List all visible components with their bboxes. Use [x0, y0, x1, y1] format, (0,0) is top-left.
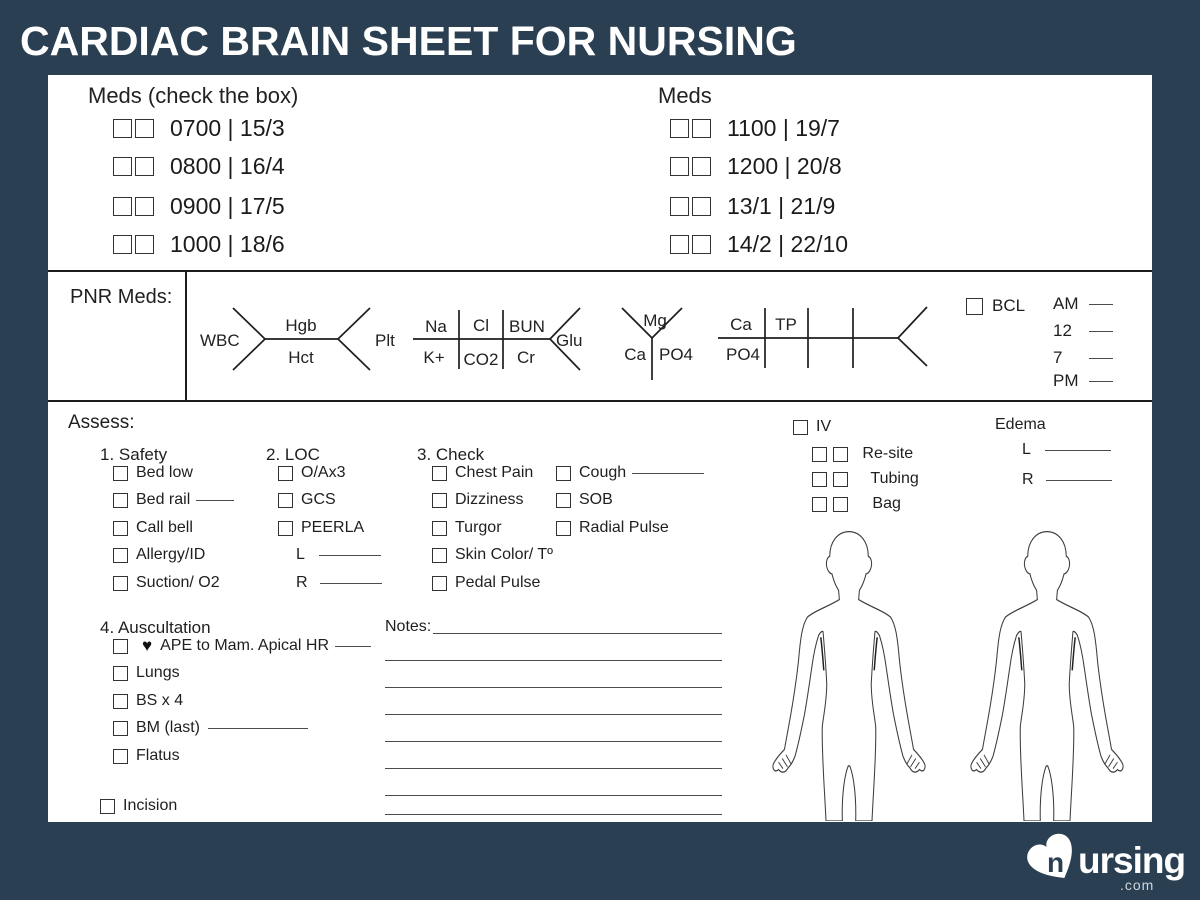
checkbox[interactable] [432, 466, 447, 481]
checklist-item [113, 636, 371, 656]
item-label: Flatus [136, 747, 180, 764]
lab-label: WBC [200, 331, 240, 350]
checkbox[interactable] [432, 576, 447, 591]
logo-letter-n: n [1047, 847, 1065, 878]
item-label: Allergy/ID [136, 546, 206, 563]
lab-label: Hct [288, 348, 314, 367]
write-in-line[interactable] [319, 554, 381, 556]
med-row [670, 153, 842, 180]
divider [185, 270, 187, 400]
checklist-item [432, 464, 533, 482]
bcl-time-row [1053, 371, 1113, 391]
page-title: CARDIAC BRAIN SHEET FOR NURSING [20, 18, 797, 64]
item-label: Tubing [870, 470, 919, 487]
lab-label: Na [425, 317, 447, 336]
checklist-item [432, 574, 540, 592]
lab-label: Cr [517, 348, 535, 367]
checklist-item [556, 519, 669, 537]
checklist-item [278, 519, 364, 537]
item-label: Radial Pulse [579, 519, 669, 536]
med-time-label: 0700 | 15/3 [170, 115, 285, 141]
nursing-com-logo [1028, 834, 1193, 894]
med-checkbox[interactable] [670, 157, 689, 176]
item-label: Bed low [136, 464, 193, 481]
checkbox[interactable] [432, 548, 447, 563]
med-row [113, 193, 285, 220]
med-row [670, 231, 848, 258]
checkbox[interactable] [278, 493, 293, 508]
med-time-label: 1200 | 20/8 [727, 153, 842, 179]
lab-label: BUN [509, 317, 545, 336]
bcl-time-row [1053, 321, 1113, 341]
checklist-item [113, 747, 180, 765]
body-outline-front [760, 527, 938, 821]
item-label: Suction/ O2 [136, 574, 220, 591]
med-time-label: 0900 | 17/5 [170, 193, 285, 219]
item-label: L [296, 546, 305, 563]
write-in-line[interactable] [196, 499, 234, 501]
safety-title: 1. Safety [100, 445, 168, 464]
item-label: BS x 4 [136, 692, 184, 709]
item-label: PEERLA [301, 519, 365, 536]
notes-line[interactable] [385, 767, 722, 769]
bcl-row [966, 296, 1025, 316]
iv-sub-row [812, 495, 901, 513]
checkbox[interactable] [833, 472, 848, 487]
checklist-item [278, 491, 336, 509]
edema-label [995, 416, 1046, 434]
checklist-item [113, 664, 180, 682]
lab-label: Glu [556, 331, 583, 350]
bmp-fishbone [410, 300, 595, 380]
write-in-line[interactable] [1089, 380, 1113, 382]
med-checkbox[interactable] [135, 119, 154, 138]
bcl-time-label: PM [1053, 371, 1079, 390]
lab-label: Mg [643, 311, 667, 330]
write-in-line[interactable] [208, 727, 308, 729]
check-title: 3. Check [417, 445, 485, 464]
iv-row [793, 418, 831, 436]
write-in-line[interactable] [1089, 330, 1113, 332]
med-time-label: 13/1 | 21/9 [727, 193, 836, 219]
logo-wordmark: ursing [1078, 840, 1186, 881]
checkbox[interactable] [100, 799, 115, 814]
checkbox[interactable] [833, 447, 848, 462]
med-row [670, 193, 835, 220]
item-label: Turgor [455, 519, 502, 536]
item-label: Incision [123, 797, 178, 814]
item-label: Lungs [136, 664, 180, 681]
med-checkbox[interactable] [113, 157, 132, 176]
item-label: Edema [995, 416, 1046, 433]
checklist-item [113, 519, 193, 537]
item-label: R [1022, 471, 1034, 488]
item-label: Chest Pain [455, 464, 534, 481]
checkbox[interactable] [556, 493, 571, 508]
med-row [113, 115, 285, 142]
checkbox[interactable] [113, 466, 128, 481]
notes-line[interactable] [385, 740, 722, 742]
catp-fishbone [715, 298, 935, 373]
iv-sub-row [812, 445, 913, 463]
med-checkbox[interactable] [135, 197, 154, 216]
lab-label: PO4 [725, 345, 761, 364]
pnr-meds-label: PNR Meds: [70, 286, 173, 308]
med-time-label: 1000 | 18/6 [170, 231, 285, 257]
checkbox[interactable] [113, 666, 128, 681]
med-checkbox[interactable] [692, 235, 711, 254]
checkbox-pair [812, 447, 856, 462]
item-label: Call bell [136, 519, 193, 536]
iv-label: IV [816, 418, 832, 435]
checkbox[interactable] [113, 694, 128, 709]
loc-title: 2. LOC [266, 445, 320, 464]
lab-label: Cl [472, 316, 490, 335]
bcl-time-label: AM [1053, 294, 1079, 313]
iv-sub-row [812, 470, 919, 488]
notes-line[interactable] [385, 813, 722, 815]
write-in-line[interactable] [632, 472, 704, 474]
med-checkbox[interactable] [135, 235, 154, 254]
bcl-time-row [1053, 294, 1113, 314]
notes-line[interactable] [385, 713, 722, 715]
checklist-item [113, 546, 205, 564]
med-checkbox[interactable] [113, 197, 132, 216]
item-label: Skin Color/ Tº [455, 546, 554, 563]
bcl-checkbox[interactable] [966, 298, 983, 315]
item-label: Dizziness [455, 491, 524, 508]
heart-icon: ♥ [142, 636, 153, 655]
checklist-item [113, 464, 193, 482]
write-in-line[interactable] [1089, 357, 1113, 359]
med-time-label: 1100 | 19/7 [727, 115, 840, 141]
checkbox[interactable] [278, 521, 293, 536]
checkbox[interactable] [812, 447, 827, 462]
checkbox[interactable] [432, 521, 447, 536]
item-label: Bed rail [136, 491, 191, 508]
checklist-item [556, 464, 704, 482]
checkbox[interactable] [812, 472, 827, 487]
checkbox[interactable] [113, 721, 128, 736]
bcl-time-label: 12 [1053, 321, 1072, 340]
med-checkbox[interactable] [692, 197, 711, 216]
meds-right-header: Meds [658, 83, 712, 108]
notes-line[interactable] [433, 632, 722, 634]
checkbox[interactable] [833, 497, 848, 512]
item-label: SOB [579, 491, 613, 508]
checkbox-pair [812, 497, 856, 512]
meds-left-header: Meds (check the box) [88, 83, 299, 108]
assess-header: Assess: [68, 412, 135, 433]
item-label: BM (last) [136, 719, 200, 736]
pupil-left-row [296, 546, 381, 564]
med-checkbox[interactable] [113, 119, 132, 138]
item-label: APE to Mam. Apical HR [160, 637, 330, 654]
lab-label: Plt [375, 331, 395, 350]
checklist-item [278, 464, 345, 482]
med-checkbox[interactable] [670, 197, 689, 216]
lab-label: Hgb [285, 316, 317, 335]
item-label: Bag [872, 495, 901, 512]
checkbox[interactable] [432, 493, 447, 508]
checklist-item [432, 491, 523, 509]
checkbox[interactable] [556, 466, 571, 481]
notes-line[interactable] [385, 659, 722, 661]
write-in-line[interactable] [335, 645, 371, 647]
item-label: R [296, 574, 308, 591]
item-label: Re-site [862, 445, 914, 462]
auscultation-title: 4. Auscultation [100, 618, 211, 637]
bcl-time-row [1053, 348, 1113, 368]
notes-line[interactable] [385, 794, 722, 796]
item-label: O/Ax3 [301, 464, 346, 481]
lab-label: TP [775, 315, 797, 334]
item-label: GCS [301, 491, 336, 508]
divider [48, 400, 1152, 402]
checkbox[interactable] [812, 497, 827, 512]
write-in-line[interactable] [320, 582, 382, 584]
edema-left-row [1022, 441, 1111, 459]
checkbox[interactable] [278, 466, 293, 481]
checkbox[interactable] [113, 639, 128, 654]
checkbox[interactable] [113, 493, 128, 508]
heart-icon [1028, 836, 1084, 890]
med-row [113, 231, 285, 258]
bcl-time-label: 7 [1053, 348, 1063, 367]
checkbox[interactable] [113, 548, 128, 563]
logo-tld: .com [1120, 877, 1155, 893]
checkbox[interactable] [113, 521, 128, 536]
lab-label: K+ [423, 348, 445, 367]
item-label: Pedal Pulse [455, 574, 541, 591]
bcl-label: BCL [992, 296, 1026, 315]
checklist-item [556, 491, 613, 509]
body-outline-back [958, 527, 1136, 821]
med-time-label: 0800 | 16/4 [170, 153, 285, 179]
med-row [113, 153, 285, 180]
med-row [670, 115, 840, 142]
iv-checkbox[interactable] [793, 420, 808, 435]
med-checkbox[interactable] [670, 119, 689, 138]
notes-label: Notes: [385, 618, 432, 635]
lab-label: Ca [730, 315, 752, 334]
checkbox-pair [812, 472, 856, 487]
checklist-item [113, 719, 308, 737]
lab-label: PO4 [659, 345, 694, 364]
divider [48, 270, 1152, 272]
checklist-item [113, 491, 234, 509]
cbc-fishbone [200, 300, 400, 380]
mag-fishbone [615, 300, 705, 385]
checklist-item [113, 692, 183, 710]
write-in-line[interactable] [1046, 479, 1112, 481]
item-label: L [1022, 441, 1031, 458]
checklist-item [432, 519, 502, 537]
med-checkbox[interactable] [692, 157, 711, 176]
item-label: Cough [579, 464, 627, 481]
checkbox[interactable] [556, 521, 571, 536]
lab-label: Ca [624, 345, 646, 364]
med-checkbox[interactable] [135, 157, 154, 176]
checklist-item [432, 546, 553, 564]
med-checkbox[interactable] [670, 235, 689, 254]
edema-right-row [1022, 471, 1112, 489]
checklist-item [100, 797, 177, 815]
checklist-item [113, 574, 220, 592]
med-checkbox[interactable] [692, 119, 711, 138]
write-in-line[interactable] [1045, 449, 1111, 451]
pupil-right-row [296, 574, 382, 592]
lab-label: CO2 [463, 350, 499, 369]
brain-sheet [48, 75, 1152, 822]
write-in-line[interactable] [1089, 303, 1113, 305]
checkbox[interactable] [113, 576, 128, 591]
checkbox[interactable] [113, 749, 128, 764]
med-time-label: 14/2 | 22/10 [727, 231, 849, 257]
notes-line[interactable] [385, 686, 722, 688]
med-checkbox[interactable] [113, 235, 132, 254]
